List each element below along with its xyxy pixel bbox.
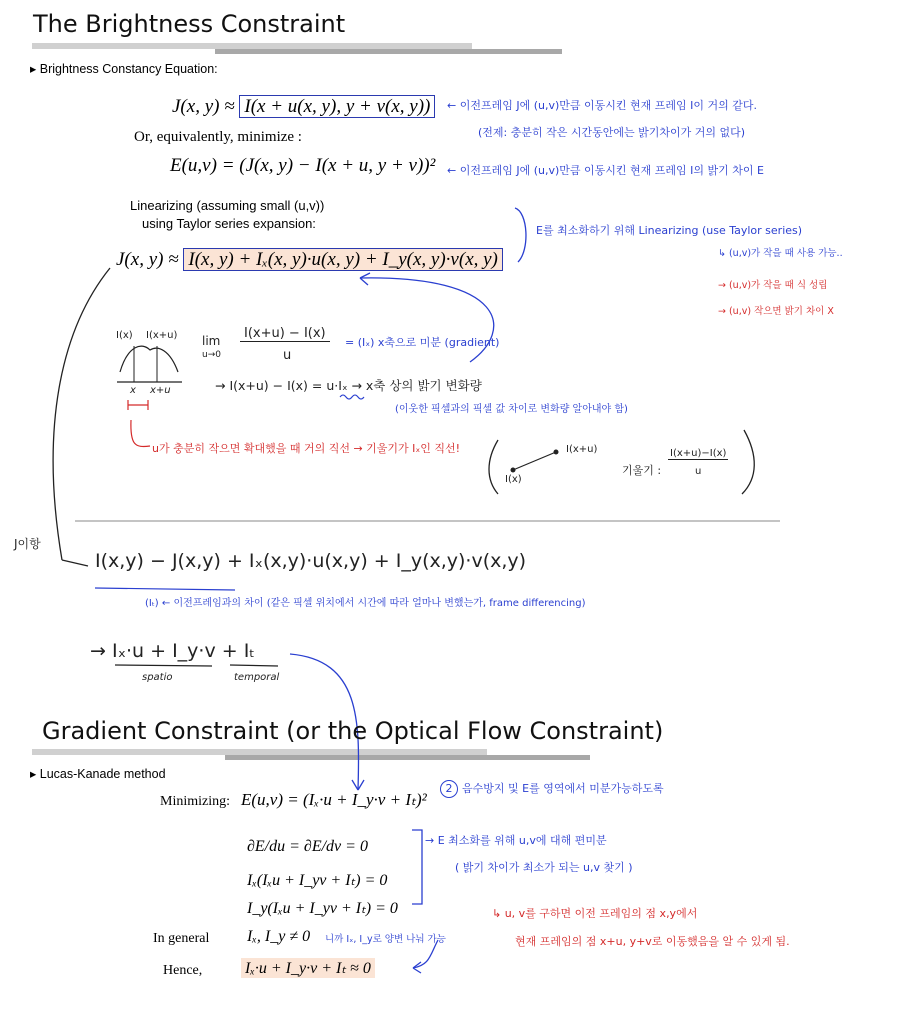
eq-nonzero: Iₓ, I_y ≠ 0 bbox=[247, 928, 311, 945]
eq-minimizing: E(u,v) = (Iₓ·u + I_y·v + Iₜ)² bbox=[241, 790, 427, 809]
note-uv-result-2: 현재 프레임의 점 x+u, y+v로 이동했음을 알 수 있게 됨. bbox=[515, 935, 790, 948]
slope-text: 기울기 : bbox=[622, 464, 662, 477]
move-J-label: J이항 bbox=[14, 537, 41, 551]
hand-final-equation: → Iₓ·u + I_y·v + Iₜ bbox=[90, 640, 255, 662]
slope-label-Ix: I(x) bbox=[505, 474, 522, 485]
lim-subscript: u→0 bbox=[202, 350, 221, 360]
eq-taylor bbox=[116, 249, 503, 271]
diff-line-note: (이웃한 픽셀과의 픽셀 값 차이로 변화량 알아내야 함) bbox=[395, 404, 628, 415]
minimizing-label: Minimizing: bbox=[160, 794, 230, 809]
section-title-brightness: The Brightness Constraint bbox=[33, 10, 346, 38]
eq-x-component: Iₓ(Iₓu + I_yv + Iₜ) = 0 bbox=[247, 872, 388, 889]
note-holds: → (u,v)가 작을 때 식 성립 bbox=[718, 280, 828, 291]
note-find-uv: ( 밝기 차이가 최소가 되는 u,v 찾기 ) bbox=[455, 861, 633, 874]
slope-frac-num: I(x+u)−I(x) bbox=[670, 448, 727, 459]
note-no-diff: → (u,v) 작으면 밝기 차이 X bbox=[718, 306, 834, 317]
eq-taylor-rhs: I(x, y) + Iₓ(x, y)·u(x, y) + I_y(x, y)·v(x, y) bbox=[183, 248, 503, 271]
graph-label-Ixu: I(x+u) bbox=[146, 330, 178, 341]
eq-y-component: I_y(Iₓu + I_yv + Iₜ) = 0 bbox=[247, 900, 398, 917]
graph-label-xu: x+u bbox=[150, 385, 171, 396]
note-brightness-diff: ← 이전프레임 J에 (u,v)만큼 이동시킨 현재 프레임 I의 밝기 차이 E bbox=[447, 164, 764, 177]
bullet-brightness-constancy: ▸ Brightness Constancy Equation: bbox=[30, 62, 218, 76]
temporal-label: temporal bbox=[234, 672, 280, 683]
graph-label-Ix: I(x) bbox=[116, 330, 133, 341]
note-small-uv: ↳ (u,v)가 작을 때 사용 가능.. bbox=[718, 248, 843, 259]
note-divide: 니까 Iₓ, I_y로 양변 나눠 가능 bbox=[325, 934, 446, 945]
bullet-lucas-kanade: ▸ Lucas-Kanade method bbox=[30, 767, 166, 781]
eq-partial-derivatives: ∂E/du = ∂E/dv = 0 bbox=[247, 838, 368, 855]
graph-label-x: x bbox=[130, 385, 136, 396]
circled-2-mark: 2 bbox=[440, 780, 458, 798]
note-square: 음수방지 및 E를 영역에서 미분가능하도록 bbox=[462, 782, 664, 795]
lim-frac-den: u bbox=[283, 348, 292, 363]
section-title-gradient: Gradient Constraint (or the Optical Flow Constraint) bbox=[42, 717, 664, 745]
note-premise: (전제: 충분히 작은 시간동안에는 밝기차이가 거의 없다) bbox=[478, 126, 746, 139]
linearizing-text-2: using Taylor series expansion: bbox=[142, 216, 316, 231]
note-warp: ← 이전프레임 J에 (u,v)만큼 이동시킨 현재 프레임 I이 거의 같다. bbox=[447, 99, 758, 112]
diff-line: → I(x+u) − I(x) = u·Iₓ → x축 상의 밝기 변화량 bbox=[215, 378, 482, 393]
eq-brightness-constancy bbox=[172, 96, 435, 118]
hence-label: Hence, bbox=[163, 963, 203, 978]
or-text: Or, equivalently, minimize : bbox=[134, 129, 302, 145]
slope-label-Ixu: I(x+u) bbox=[566, 444, 598, 455]
lim-frac-num: I(x+u) − I(x) bbox=[240, 326, 330, 342]
eq-lhs: J(x, y) ≈ bbox=[172, 96, 235, 117]
lim-label: lim bbox=[202, 334, 221, 348]
note-uv-result-1: ↳ u, v를 구하면 이전 프레임의 점 x,y에서 bbox=[492, 907, 698, 920]
hand-equation: I(x,y) − J(x,y) + Iₓ(x,y)·u(x,y) + I_y(x,y)·v(x,y) bbox=[95, 550, 527, 572]
It-note: (Iₜ) ← 이전프레임과의 차이 (같은 픽셀 위치에서 시간에 따라 얼마나 변했는가, frame differencing) bbox=[145, 598, 586, 609]
eq-rhs-boxed: I(x + u(x, y), y + v(x, y)) bbox=[239, 95, 435, 118]
bullet-text-lk: Lucas-Kanade method bbox=[39, 767, 166, 781]
note-linearizing: E를 최소화하기 위해 Linearizing (use Taylor series) bbox=[536, 224, 803, 237]
spatio-label: spatio bbox=[142, 672, 173, 683]
lim-result: = (Iₓ) x축으로 미분 (gradient) bbox=[345, 336, 500, 349]
bullet-text: Brightness Constancy Equation: bbox=[39, 62, 218, 76]
eq-taylor-lhs: J(x, y) ≈ bbox=[116, 249, 179, 270]
eq-energy: E(u,v) = (J(x, y) − I(x + u, y + v))² bbox=[170, 155, 436, 176]
slope-frac-den: u bbox=[695, 466, 702, 477]
in-general-label: In general bbox=[153, 931, 210, 946]
red-straight-line-note: u가 충분히 작으면 확대했을 때 거의 직선 → 기울기가 Iₓ인 직선! bbox=[152, 442, 461, 455]
eq-optical-flow-constraint: Iₓ·u + I_y·v + Iₜ ≈ 0 bbox=[241, 958, 375, 978]
linearizing-text-1: Linearizing (assuming small (u,v)) bbox=[130, 198, 325, 213]
note-partial: → E 최소화를 위해 u,v에 대해 편미분 bbox=[425, 834, 607, 847]
